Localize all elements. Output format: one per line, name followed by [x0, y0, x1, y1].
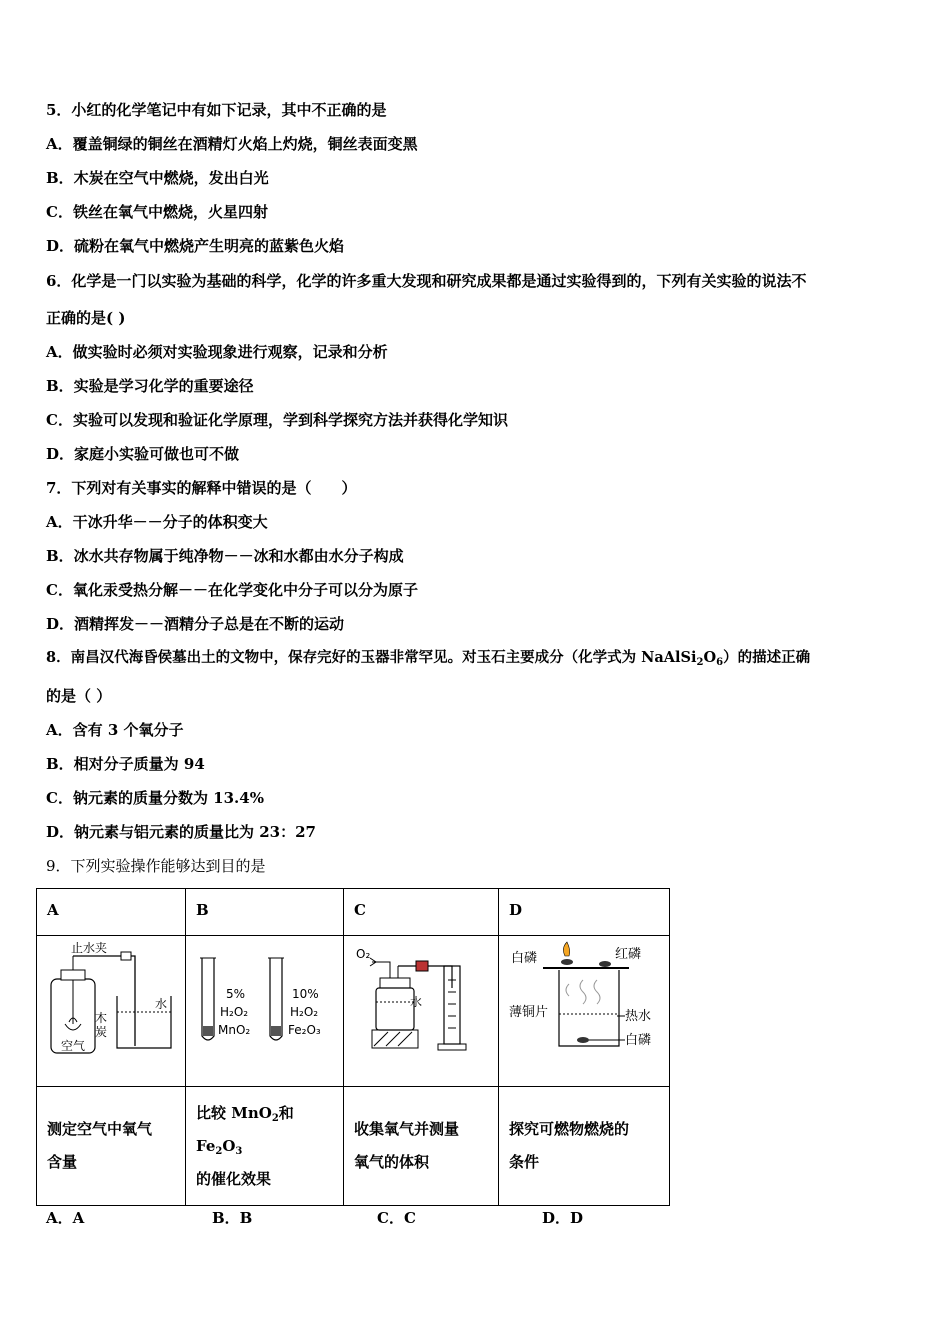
figure-a-oxygen-measurement — [37, 936, 185, 1082]
label-b2-percent: 10% — [292, 987, 319, 1001]
desc-b-line1: 比较 MnO$_2$和 — [196, 1103, 294, 1124]
label-copper-sheet: 薄铜片 — [509, 1005, 549, 1020]
q7-option-b: B．冰水共存物属于纯净物－－冰和水都由水分子构成 — [46, 547, 404, 565]
q6-option-a: A．做实验时必须对实验现象进行观察，记录和分析 — [46, 343, 388, 361]
col-header-c: C — [354, 901, 366, 919]
q6-option-d: D．家庭小实验可做也可不做 — [46, 445, 240, 463]
q9-options-table — [36, 888, 670, 1206]
q5-option-b: B．木炭在空气中燃烧，发出白光 — [46, 169, 269, 187]
col-header-d: D — [509, 901, 523, 919]
label-water: 水 — [155, 997, 168, 1011]
desc-d-line1: 探究可燃物燃烧的 — [509, 1120, 630, 1138]
q9-answer-d: D．D — [542, 1209, 584, 1227]
label-hot-water: 热水 — [625, 1009, 652, 1024]
label-white-phosphorus-2: 白磷 — [625, 1033, 652, 1048]
q6-option-c: C．实验可以发现和验证化学原理，学到科学探究方法并获得化学知识 — [46, 411, 508, 429]
label-air: 空气 — [61, 1039, 86, 1053]
figure-d-combustion — [499, 936, 669, 1082]
label-charcoal-1: 木 — [95, 1011, 108, 1025]
desc-c-line2: 氧气的体积 — [354, 1153, 430, 1171]
q8-option-d: D．钠元素与铝元素的质量比为 23：27 — [46, 823, 316, 841]
label-o2: O₂ — [356, 947, 371, 961]
q5-option-a: A．覆盖铜绿的铜丝在酒精灯火焰上灼烧，铜丝表面变黑 — [46, 135, 418, 153]
q8-option-a: A．含有 3 个氧分子 — [46, 721, 184, 739]
q8-option-c: C．钠元素的质量分数为 13.4% — [46, 789, 264, 807]
figure-c-collect-oxygen — [344, 936, 498, 1082]
q5-option-c: C．铁丝在氧气中燃烧，火星四射 — [46, 203, 268, 221]
label-b1-mno2: MnO₂ — [218, 1023, 251, 1037]
q6-option-b: B．实验是学习化学的重要途径 — [46, 377, 254, 395]
q7-option-a: A．干冰升华－－分子的体积变大 — [46, 513, 268, 531]
q9-answer-a: A．A — [46, 1209, 85, 1227]
label-red-phosphorus: 红磷 — [615, 947, 642, 962]
q8-option-b: B．相对分子质量为 94 — [46, 755, 205, 773]
label-clamp: 止水夹 — [71, 941, 108, 955]
q5-stem: 5．小红的化学笔记中有如下记录，其中不正确的是 — [46, 101, 387, 119]
q7-stem: 7．下列对有关事实的解释中错误的是（ ） — [46, 479, 357, 497]
desc-b-line3: 的催化效果 — [196, 1169, 272, 1188]
label-b1-percent: 5% — [226, 987, 246, 1001]
label-b2-h2o2: H₂O₂ — [290, 1005, 319, 1019]
q8-stem-line1: 8．南昌汉代海昏侯墓出土的文物中，保存完好的玉器非常罕见。对玉石主要成分（化学式为 $NaAlSi_2O_6$）的描述正确 — [46, 649, 811, 668]
q5-option-d: D．硫粉在氧气中燃烧产生明亮的蓝紫色火焰 — [46, 237, 345, 255]
label-b1-h2o2: H₂O₂ — [220, 1005, 249, 1019]
q6-stem-line2: 正确的是( ) — [46, 309, 126, 327]
label-water: 水 — [410, 995, 423, 1009]
label-charcoal-2: 炭 — [95, 1025, 108, 1039]
q7-option-d: D．酒精挥发－－酒精分子总是在不断的运动 — [46, 615, 345, 633]
q9-answer-c: C．C — [377, 1209, 416, 1227]
label-b2-fe2o3: Fe₂O₃ — [288, 1023, 321, 1037]
desc-c-line1: 收集氧气并测量 — [354, 1120, 460, 1138]
q9-stem: 9．下列实验操作能够达到目的是 — [46, 857, 266, 875]
q9-answer-b: B．B — [212, 1209, 253, 1227]
label-white-phosphorus: 白磷 — [511, 951, 538, 966]
col-header-b: B — [196, 901, 209, 919]
figure-b-catalyst-compare — [186, 936, 343, 1082]
col-header-a: A — [47, 901, 59, 919]
desc-a-line1: 测定空气中氧气 — [47, 1120, 153, 1138]
desc-a-line2: 含量 — [47, 1153, 78, 1171]
q8-stem-line2: 的是（ ） — [46, 687, 112, 705]
desc-b-line2: $Fe_2O_3$ — [196, 1136, 243, 1157]
desc-d-line2: 条件 — [509, 1153, 540, 1171]
q6-stem-line1: 6．化学是一门以实验为基础的科学，化学的许多重大发现和研究成果都是通过实验得到的，下列有关实验的说法不 — [46, 272, 807, 290]
q7-option-c: C．氧化汞受热分解－－在化学变化中分子可以分为原子 — [46, 581, 418, 599]
